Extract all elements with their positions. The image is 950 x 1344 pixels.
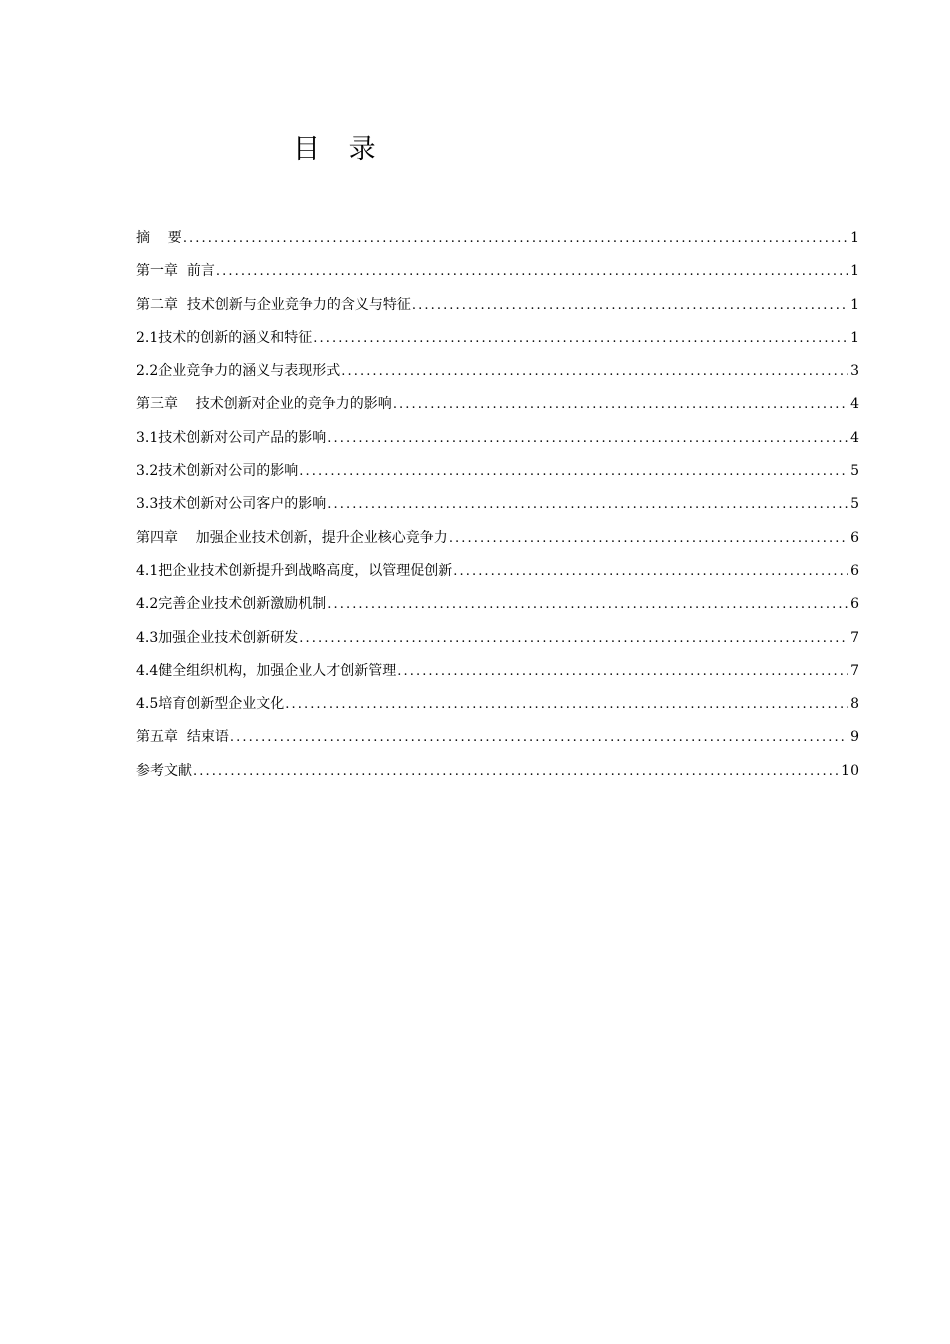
dot-leader <box>327 488 848 521</box>
dot-leader <box>285 688 848 721</box>
toc-page-number: 10 <box>841 762 859 779</box>
toc-entry-label: 第三章 技术创新对企业的竞争力的影响 <box>136 396 392 413</box>
toc-entry-label: 第五章 结束语 <box>136 729 229 746</box>
toc-page-number: 4 <box>850 429 859 446</box>
dot-leader <box>327 588 848 621</box>
dot-leader <box>299 455 848 488</box>
toc-entry-chapter-4[interactable] <box>136 522 859 555</box>
toc-entry-label: 3.2技术创新对公司的影响 <box>136 463 299 480</box>
toc-entry-label: 3.1技术创新对公司产品的影响 <box>136 429 327 446</box>
toc-entry-section-4-5[interactable] <box>136 688 859 721</box>
toc-entry-label: 第四章 加强企业技术创新，提升企业核心竞争力 <box>136 529 448 546</box>
toc-entry-section-3-3[interactable] <box>136 488 859 521</box>
toc-entry-label: 3.3技术创新对公司客户的影响 <box>136 496 327 513</box>
toc-entry-label: 2.1技术的创新的涵义和特征 <box>136 329 313 346</box>
toc-page-number: 6 <box>850 562 859 579</box>
dot-leader <box>299 622 848 655</box>
dot-leader <box>341 355 848 388</box>
toc-entry-label: 4.3加强企业技术创新研发 <box>136 629 299 646</box>
toc-page-number: 1 <box>850 296 859 313</box>
toc-entry-references[interactable] <box>136 755 859 788</box>
toc-entry-label: 2.2企业竞争力的涵义与表现形式 <box>136 363 341 380</box>
toc-entry-chapter-1[interactable] <box>136 255 859 288</box>
dot-leader <box>453 555 848 588</box>
toc-page-number: 6 <box>850 529 859 546</box>
toc-page-number: 1 <box>850 329 859 346</box>
toc-entry-chapter-2[interactable] <box>136 289 859 322</box>
toc-entry-section-4-3[interactable] <box>136 622 859 655</box>
toc-page-number: 5 <box>850 463 859 480</box>
toc-entry-section-2-1[interactable] <box>136 322 859 355</box>
toc-entry-section-4-2[interactable] <box>136 588 859 621</box>
dot-leader <box>193 755 839 788</box>
dot-leader <box>393 388 848 421</box>
toc-entry-chapter-5[interactable] <box>136 721 859 754</box>
dot-leader <box>412 289 848 322</box>
dot-leader <box>327 422 848 455</box>
toc-entry-label: 4.5培育创新型企业文化 <box>136 696 285 713</box>
toc-page-number: 6 <box>850 596 859 613</box>
toc-entry-label: 4.4健全组织机构，加强企业人才创新管理 <box>136 662 397 679</box>
toc-entry-label: 摘 要 <box>136 230 182 246</box>
toc-page-number: 1 <box>850 230 859 246</box>
dot-leader <box>313 322 848 355</box>
toc-page-number: 8 <box>850 696 859 713</box>
toc-entry-section-4-1[interactable] <box>136 555 859 588</box>
toc-entry-label: 4.2完善企业技术创新激励机制 <box>136 596 327 613</box>
dot-leader <box>230 721 848 754</box>
toc-entry-abstract[interactable] <box>136 222 859 255</box>
toc-entry-section-4-4[interactable] <box>136 655 859 688</box>
toc-page-number: 9 <box>850 729 859 746</box>
toc-page-number: 7 <box>850 629 859 646</box>
toc-page-number: 5 <box>850 496 859 513</box>
toc-page-number: 3 <box>850 363 859 380</box>
toc-entry-chapter-3[interactable] <box>136 388 859 421</box>
toc-entry-label: 第二章 技术创新与企业竞争力的含义与特征 <box>136 296 411 313</box>
toc-title: 目 录 <box>293 134 386 165</box>
toc-entry-section-2-2[interactable] <box>136 355 859 388</box>
toc-entry-label: 第一章 前言 <box>136 263 215 280</box>
table-of-contents <box>136 222 859 788</box>
toc-page-number: 1 <box>850 263 859 280</box>
dot-leader <box>449 522 848 555</box>
toc-entry-section-3-1[interactable] <box>136 422 859 455</box>
dot-leader <box>397 655 848 688</box>
toc-entry-label: 4.1把企业技术创新提升到战略高度，以管理促创新 <box>136 562 453 579</box>
toc-page-number: 4 <box>850 396 859 413</box>
toc-entry-label: 参考文献 <box>136 762 192 779</box>
toc-entry-section-3-2[interactable] <box>136 455 859 488</box>
toc-page-number: 7 <box>850 662 859 679</box>
dot-leader <box>216 255 848 288</box>
dot-leader <box>183 222 848 255</box>
